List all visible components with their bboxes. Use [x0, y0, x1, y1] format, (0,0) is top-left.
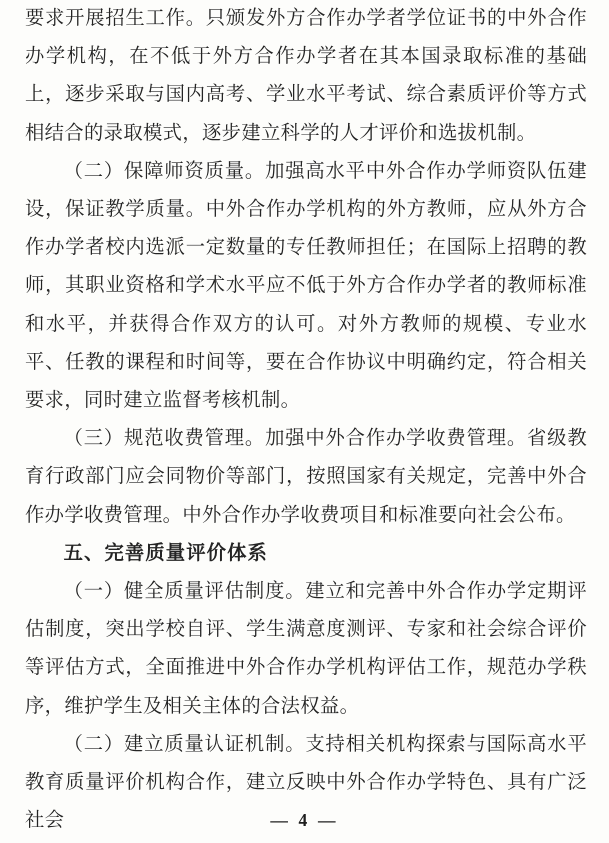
- document-body: [25, 0, 587, 840]
- paragraph-evaluation-system: （一）健全质量评估制度。建立和完善中外合作办学定期评估制度，突出学校自评、学生满意度测评、专家和社会综合评价等评估方式，全面推进中外合作办学机构评估工作，规范办学秩序，维护学生及相关主体的合法权益。: [25, 581, 587, 717]
- section-heading-five: 五、完善质量评价体系: [63, 542, 268, 564]
- paragraph-admissions-continued: 要求开展招生工作。只颁发外方合作办学者学位证书的中外合作办学机构，在不低于外方合作办学者在其本国录取标准的基础上，逐步采取与国内高考、学业水平考试、综合素质评价等方式相结合的录取模式，逐步建立科学的人才评价和选拔机制。: [25, 8, 587, 144]
- paragraph-teacher-quality: （二）保障师资质量。加强高水平中外合作办学师资队伍建设，保证教学质量。中外合作办学机构的外方教师，应从外方合作办学者校内选派一定数量的专任教师担任；在国际上招聘的教师，其职业资格和学术水平应不低于外方合作办学者的教师标准和水平，并获得合作双方的认可。对外方教师的规模、专业水平、任教的课程和时间等，要在合作协议中明确约定，符合相关要求，同时建立监督考核机制。: [25, 160, 587, 412]
- page-number: — 4 —: [270, 810, 339, 830]
- paragraph-fee-management: （三）规范收费管理。加强中外合作办学收费管理。省级教育行政部门应会同物价等部门，按照国家有关规定，完善中外合作办学收费管理。中外合作办学收费项目和标准要向社会公布。: [25, 428, 587, 526]
- paragraph-quality-certification: （二）建立质量认证机制。支持相关机构探索与国际高水平教育质量评价机构合作，建立反映中外合作办学特色、具有广泛社会: [25, 733, 587, 832]
